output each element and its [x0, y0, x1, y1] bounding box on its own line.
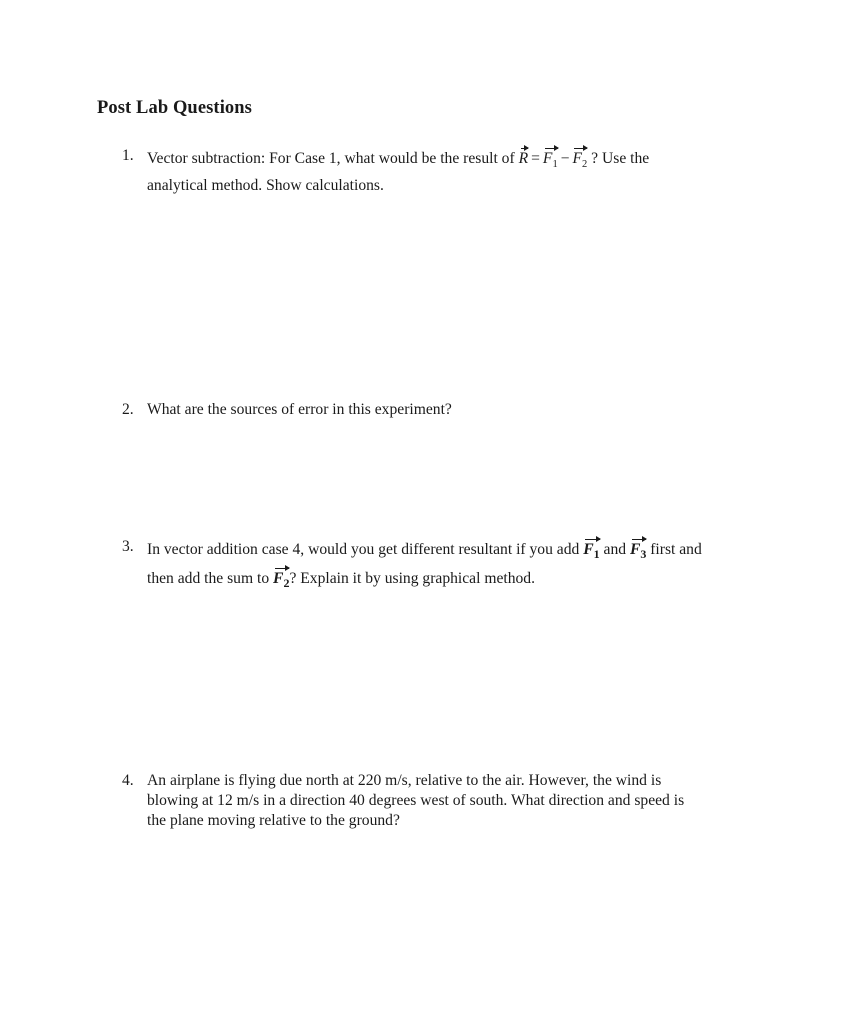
- question-number: 4.: [122, 772, 134, 789]
- minus-sign: −: [560, 150, 570, 167]
- question-text: ? Explain it by using graphical method.: [289, 570, 535, 588]
- question-text: and: [599, 541, 630, 558]
- vector-subscript: 2: [582, 159, 588, 171]
- question-text-line: the plane moving relative to the ground?: [147, 812, 400, 829]
- vector-subscript: 1: [593, 547, 600, 562]
- vector-subscript: 1: [552, 159, 558, 171]
- question-1: [122, 145, 762, 196]
- question-text-line: An airplane is flying due north at 220 m/s, relative to the air. However, the wind is: [147, 772, 662, 789]
- vector-f2: [572, 145, 587, 175]
- question-text-line: [147, 565, 762, 594]
- vector-symbol: F: [572, 150, 583, 167]
- vector-subscript: 2: [283, 576, 290, 591]
- question-text-line: [147, 536, 762, 565]
- question-text: Vector subtraction: For Case 1, what would be the result of: [147, 150, 519, 167]
- vector-symbol: F: [273, 570, 284, 588]
- question-text: first and: [646, 541, 702, 558]
- page-title: Post Lab Questions: [97, 98, 252, 118]
- vector-symbol: F: [629, 541, 641, 558]
- vector-f3: [630, 536, 646, 565]
- question-3: [122, 536, 762, 594]
- question-number: 2.: [122, 401, 134, 418]
- equals-sign: =: [531, 150, 540, 167]
- question-number: 1.: [122, 147, 134, 164]
- question-text: In vector addition case 4, would you get different resultant if you add: [147, 541, 584, 558]
- question-number: 3.: [122, 538, 134, 555]
- vector-r: [519, 145, 529, 169]
- vector-symbol: F: [583, 541, 594, 558]
- vector-symbol: F: [542, 150, 553, 167]
- question-text: What are the sources of error in this experiment?: [147, 401, 452, 418]
- question-text: then add the sum to: [147, 570, 274, 588]
- question-text-line: [147, 145, 762, 175]
- question-4: [122, 771, 762, 831]
- vector-f1: [583, 536, 599, 565]
- question-2: [122, 399, 762, 420]
- vector-f1: [543, 145, 558, 175]
- vector-subscript: 3: [640, 547, 647, 562]
- question-text-line: blowing at 12 m/s in a direction 40 degrees west of south. What direction and speed is: [147, 792, 685, 809]
- question-text-line: analytical method. Show calculations.: [147, 177, 384, 195]
- vector-symbol: R: [518, 150, 529, 167]
- question-text: ? Use the: [587, 150, 650, 167]
- vector-f2: [273, 565, 289, 594]
